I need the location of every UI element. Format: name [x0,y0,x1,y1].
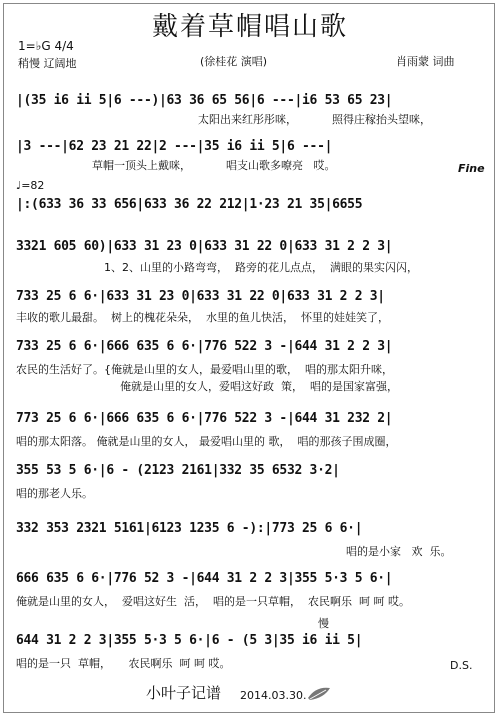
lyric-line: 唱的那太阳落。 俺就是山里的女人， 最爱唱山里的 歌， 唱的那孩子围成圈， [16,435,397,448]
notation-line: 332 353 2321 5161|6123 1235 6 -):|773 25 6 6·| [16,521,363,536]
leaf-seal-icon [306,684,332,702]
lyric-line: 唱的是小家 欢 乐。 [346,545,452,558]
key-signature: 1=♭G 4/4 [18,39,74,53]
notation-line: 666 635 6 6·|776 52 3 -|644 31 2 2 3|355 5·3 5 6·| [16,571,393,586]
author-credit: 肖雨蒙 词曲 [396,55,455,68]
fine-marker: Fine [458,162,485,175]
tempo-marker-slow: 慢 [318,617,329,630]
song-title: 戴着草帽唱山歌 [151,12,348,42]
lyric-line: 农民的生活好了。{俺就是山里的女人，最爱唱山里的歌， 唱的那太阳升咪， [16,363,393,376]
lyric-line: 俺就是山里的女人，爱唱这好政 策， 唱的是国家富强， [120,380,398,393]
singer-credit: (徐桂花 演唱) [200,55,268,68]
lyric-line: 太阳出来红彤彤咪， 照得庄稼抬头望咪， [198,113,431,126]
notation-line: |3 ---|62 23 21 22|2 ---|35 i6 ii 5|6 ---| [16,139,333,154]
notation-line: 644 31 2 2 3|355 5·3 5 6·|6 - (5 3|35 i6 ii 5| [16,633,363,648]
signature: 小叶子记谱 [146,684,222,702]
notation-line: |:(633 36 33 656|633 36 22 212|1·23 21 35|6655 [16,197,363,212]
lyric-line: 俺就是山里的女人， 爱唱这好生 活， 唱的是一只草帽， 农民啊乐 呵 呵 哎。 [16,595,410,608]
notation-line: 3321 605 60)|633 31 23 0|633 31 22 0|633 31 2 2 3| [16,239,393,254]
notation-line: 733 25 6 6·|666 635 6 6·|776 522 3 -|644 31 2 2 3| [16,339,393,354]
ds-marker: D.S. [450,659,473,672]
tempo-marking: 稍慢 辽阔地 [18,57,77,70]
lyric-line: 1、2、山里的小路弯弯， 路旁的花儿点点， 满眼的果实闪闪， [104,261,418,274]
lyric-line: 草帽一顶头上戴咪， 唱支山歌多嘹亮 哎。 [92,159,336,172]
notation-line: |(35 i6 ii 5|6 ---)|63 36 65 56|6 ---|i6 53 65 23| [16,93,393,108]
notation-line: 355 53 5 6·|6 - (2123 2161|332 35 6532 3·2| [16,463,340,478]
lyric-line: 丰收的歌儿最甜。 树上的槐花朵朵， 水里的鱼儿快活， 怀里的娃娃笑了， [16,311,389,324]
tempo-bpm: ♩=82 [16,179,45,192]
date: 2014.03.30. [240,689,307,702]
lyric-line: 唱的那老人乐。 [16,487,93,500]
notation-line: 773 25 6 6·|666 635 6 6·|776 522 3 -|644 31 232 2| [16,411,393,426]
lyric-line: 唱的是一只 草帽， 农民啊乐 呵 呵 哎。 [16,657,231,670]
notation-line: 733 25 6 6·|633 31 23 0|633 31 22 0|633 31 2 2 3| [16,289,385,304]
